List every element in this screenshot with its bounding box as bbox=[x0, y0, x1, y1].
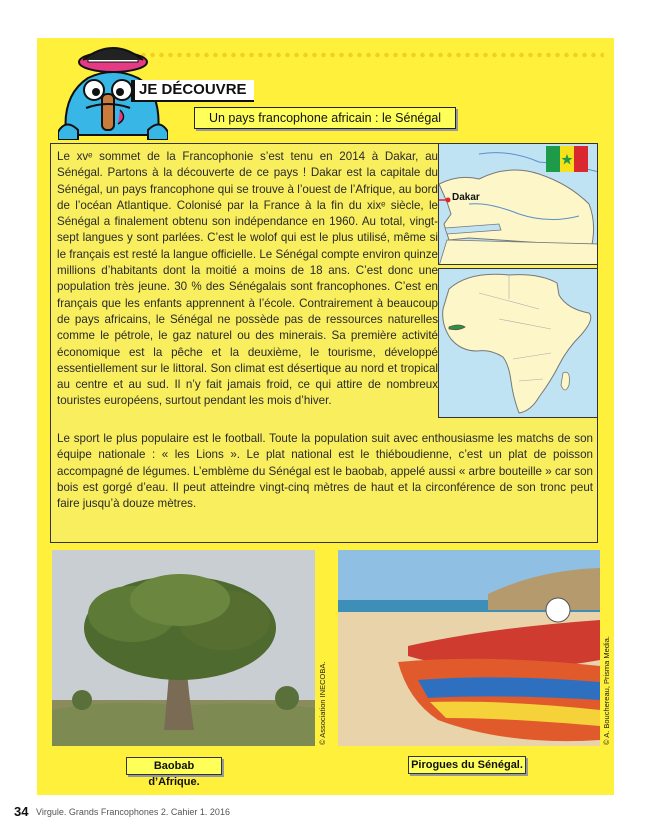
pirogues-photo-credit: © A. Bouchereau, Prisma Media. bbox=[602, 636, 611, 745]
page-subtitle: Un pays francophone africain : le Sénégal bbox=[194, 107, 456, 129]
baobab-caption: Baobab d’Afrique. bbox=[126, 757, 222, 775]
dotted-divider bbox=[130, 52, 604, 58]
senegal-map-drawing bbox=[439, 144, 598, 265]
section-title: JE DÉCOUVRE bbox=[131, 80, 254, 102]
page-number: 34 bbox=[14, 804, 29, 819]
pirogues-photo bbox=[338, 550, 600, 746]
footer-source: Virgule. Grands Francophones 2. Cahier 1. 2016 bbox=[36, 807, 230, 817]
africa-map bbox=[438, 268, 598, 418]
dakar-label: Dakar bbox=[452, 192, 480, 203]
baobab-photo bbox=[52, 550, 315, 746]
senegal-map bbox=[438, 143, 598, 265]
pirogues-caption: Pirogues du Sénégal. bbox=[408, 756, 526, 774]
article-paragraph-2: Le sport le plus populaire est le football. Toute la population suit avec enthousiasme les matchs de son équipe nationale : « les Lions ». Le plat national est le thiéboudienne, c’est un plat de poisson accompagné de légumes. L’emblème du Sénégal est le baobab, appelé aussi « arbre bouteille » car son bois est gorgé d’eau. Il peut atteindre vingt-cinq mètres de haut et la circonférence de son tronc peut faire jusqu’à douze mètres. bbox=[57, 432, 593, 511]
baobab-photo-credit: © Association INECOBA. bbox=[318, 661, 327, 745]
africa-map-drawing bbox=[439, 269, 598, 418]
article-paragraph-1: Le xvᵉ sommet de la Francophonie s’est tenu en 2014 à Dakar, au Sénégal. Partons à la découverte de ce pays ! Dakar est la capitale du Sénégal, un pays francophone qui se trouve à l’ouest de l’Afrique, au bord de l’océan Atlantique. Colonisé par la France à la fin du xixᵉ siècle, le Sénégal a finalement obtenu son indépendance en 1960. Au total, vingt-sept langues y sont parlées. C’est le wolof qui est le plus utilisé, même si le français est resté la langue officielle. Le Sénégal compte environ quinze millions d’habitants dont la moitié a moins de 18 ans. C’est donc une population très jeune. 30 % des Sénégalais sont francophones. C’est en français que les enfants apprennent à l’école. Contrairement à beaucoup de pays africains, le Sénégal ne possède pas de ressources naturelles comme le pétrole, le gaz naturel ou des minerais. Sa première activité économique est la pêche et la deuxième, le tourisme, développé essentiellement sur le littoral. Son climat est désertique au nord et tropical au centre et au sud. Il n’y fait jamais froid, ce qui attire de nombreux touristes européens, surtout pendant les mois d’hiver. bbox=[57, 150, 438, 408]
